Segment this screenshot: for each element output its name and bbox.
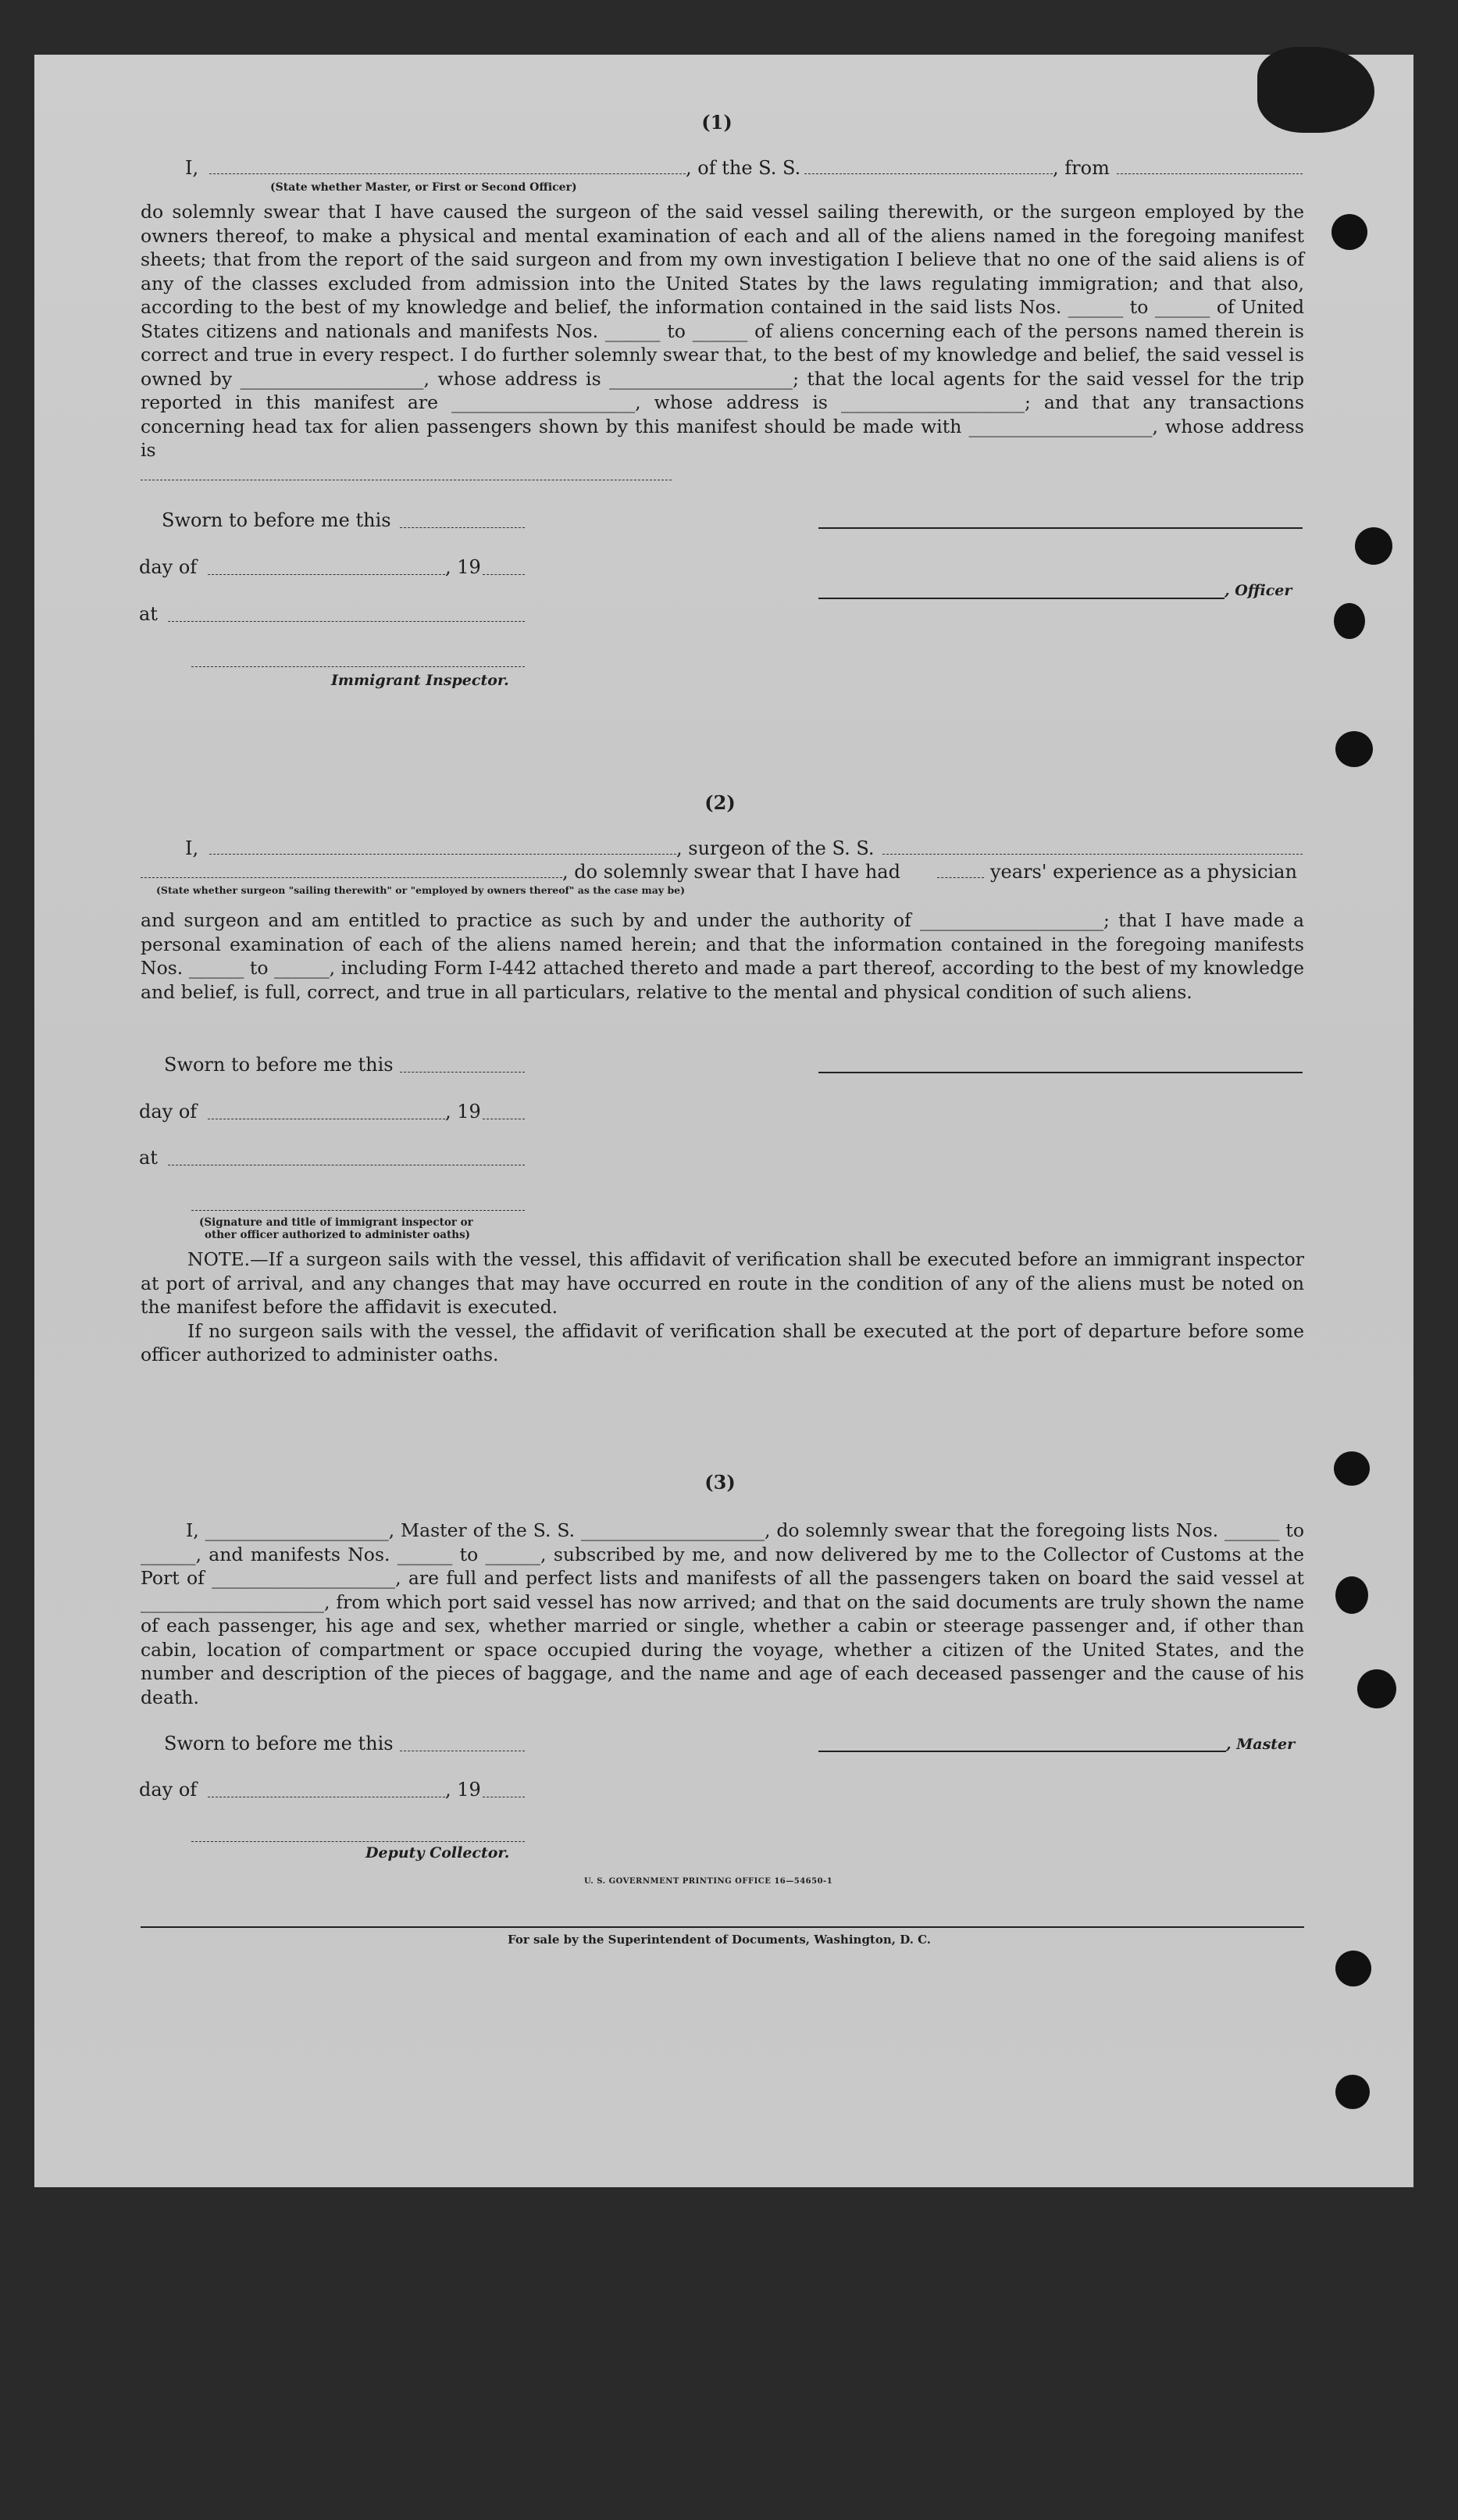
section-1-officer-label: , Officer: [1225, 582, 1292, 599]
punch-hole: [1334, 1451, 1370, 1486]
section-1-number: (1): [701, 111, 733, 134]
section-2-body-text: and surgeon and am entitled to practice as such by and under the authority of ____________________; that I have made a personal examination of each of the aliens named herein; and that the information contained in the foregoing manifests Nos. ______ to ______, including Form I-442 attached thereto and made a part thereof, according to the best of my knowledge and belief, is full, correct, and true in all particulars, relative to the mental and physical condition of such aliens.: [141, 909, 1304, 1003]
section-2-day-label: day of: [139, 1101, 198, 1123]
punch-hole: [1335, 1576, 1368, 1614]
section-1-year-line: [483, 574, 525, 575]
punch-hole: [1335, 731, 1373, 767]
section-3-signature-line: [818, 1751, 1226, 1752]
section-2-year-label: , 19: [445, 1101, 481, 1123]
printing-office-line: U. S. GOVERNMENT PRINTING OFFICE 16—54650-1: [584, 1877, 833, 1886]
section-2-line2: , do solemnly swear that I have had: [562, 861, 900, 883]
section-1-at-line: [168, 621, 525, 622]
section-1-from-line: [1117, 173, 1303, 174]
section-1-intro-note: (State whether Master, or First or Second Officer): [270, 181, 577, 194]
section-2-sworn-label: Sworn to before me this: [164, 1054, 394, 1076]
section-2-sig-note-2: other officer authorized to administer oaths): [205, 1229, 471, 1241]
section-2-note-p1: NOTE.—If a surgeon sails with the vessel, this affidavit of verification shall be executed before an immigrant inspector at port of arrival, and any changes that may have occurred en route in the condition of any of the aliens must be noted on the manifest before the affidavit is executed.: [141, 1248, 1304, 1318]
section-2-intro-i: I,: [185, 837, 199, 859]
section-2-note-p2: If no surgeon sails with the vessel, the affidavit of verification shall be executed at the port of departure before some officer authorized to administer oaths.: [141, 1319, 1304, 1365]
section-1-inspector-label: Immigrant Inspector.: [331, 672, 509, 689]
section-1-at-label: at: [139, 603, 158, 625]
section-2-note: (State whether surgeon "sailing therewith" or "employed by owners thereof" as the case may be): [156, 884, 686, 896]
section-2-body: [141, 908, 1304, 1004]
section-2-note-block: [141, 1248, 1304, 1367]
section-2-signature-line: [818, 1072, 1303, 1073]
section-3-collector-label: Deputy Collector.: [365, 1844, 510, 1861]
punch-hole: [1355, 527, 1392, 565]
section-2-status-line: [141, 877, 562, 878]
section-2-line2-end: years' experience as a physician: [990, 861, 1297, 883]
section-3-collector-line: [191, 1841, 525, 1842]
torn-corner: [1257, 47, 1374, 133]
footer-text: For sale by the Superintendent of Documents, Washington, D. C.: [508, 1933, 932, 1947]
section-3-master-label: , Master: [1226, 1736, 1296, 1753]
section-1-officer-name-line: [209, 173, 686, 174]
footer-rule: [141, 1926, 1304, 1928]
section-1-intro-ss: , of the S. S.: [686, 157, 801, 179]
section-2-at-label: at: [139, 1147, 158, 1169]
section-1-ship-line: [804, 173, 1053, 174]
section-3-body-text: I, ____________________, Master of the S. S. ____________________, do solemnly swear that the foregoing lists Nos. ______ to ______, and manifests Nos. ______ to ______, subscribed by me, and now delivered by me to the Collector of Customs at the Port of ____________________, are full and perfect lists and manifests of all the passengers taken on board the said vessel at ____________________, from which port said vessel has now arrived; and that on the said documents are truly shown the name of each passenger, his age and sex, whether married or single, whether a cabin or steerage passenger and, if other than cabin, location of compartment or space occupied during the voyage, whether a citizen of the United States, and the number and description of the pieces of baggage, and the name and age of each deceased passenger and the cause of his death.: [141, 1519, 1304, 1708]
section-2-number: (2): [704, 791, 736, 814]
punch-hole: [1335, 1951, 1371, 1986]
section-3-body: [141, 1519, 1304, 1709]
section-3-number: (3): [704, 1471, 736, 1494]
section-1-intro-from: , from: [1053, 157, 1110, 179]
punch-hole: [1357, 1669, 1396, 1708]
section-1-sworn-label: Sworn to before me this: [162, 509, 391, 531]
section-1-sworn-line: [400, 527, 525, 528]
section-3-year-label: , 19: [445, 1779, 481, 1801]
section-1-officer-line: [818, 598, 1225, 599]
section-2-inspector-line: [191, 1210, 525, 1211]
section-2-intro-ss: , surgeon of the S. S.: [676, 837, 875, 859]
punch-hole: [1334, 603, 1365, 639]
section-1-body: [141, 200, 1304, 462]
section-1-year-label: , 19: [445, 556, 481, 578]
section-3-sworn-label: Sworn to before me this: [164, 1733, 394, 1754]
section-1-signature-line: [818, 527, 1303, 529]
section-2-sworn-line: [400, 1072, 525, 1073]
punch-hole: [1335, 2075, 1370, 2109]
section-2-surgeon-name-line: [209, 854, 676, 855]
section-1-body-text: do solemnly swear that I have caused the surgeon of the said vessel sailing therewith, or the surgeon employed by the owners thereof, to make a physical and mental examination of each and all of the aliens named in the foregoing manifest sheets; that from the report of the said surgeon and from my own investigation I believe that no one of the said aliens is of any of the classes excluded from admission into the United States by the laws regulating immigration; and that also, according to the best of my knowledge and belief, the information contained in the said lists Nos. ______ to ______ of United States citizens and nationals and manifests Nos. ______ to ______ of aliens concerning each of the persons named therein is correct and true in every respect. I do further solemnly swear that, to the best of my knowledge and belief, the said vessel is owned by ____________________, whose address is ____________________; that the local agents for the said vessel for the trip reported in this manifest are ____________________, whose address is ____________________; and that any transactions concerning head tax for alien passengers shown by this manifest should be made with ____________________, whose address is: [141, 201, 1304, 461]
section-1-day-line: [208, 574, 445, 575]
punch-hole: [1331, 214, 1367, 250]
section-1-inspector-line: [191, 666, 525, 667]
section-3-day-label: day of: [139, 1779, 198, 1801]
section-1-day-label: day of: [139, 556, 198, 578]
section-2-ship-line: [882, 854, 1303, 855]
section-2-sig-note-1: (Signature and title of immigrant inspector or: [199, 1216, 473, 1229]
section-1-intro-i: I,: [185, 157, 199, 179]
section-2-years-line: [937, 877, 984, 878]
